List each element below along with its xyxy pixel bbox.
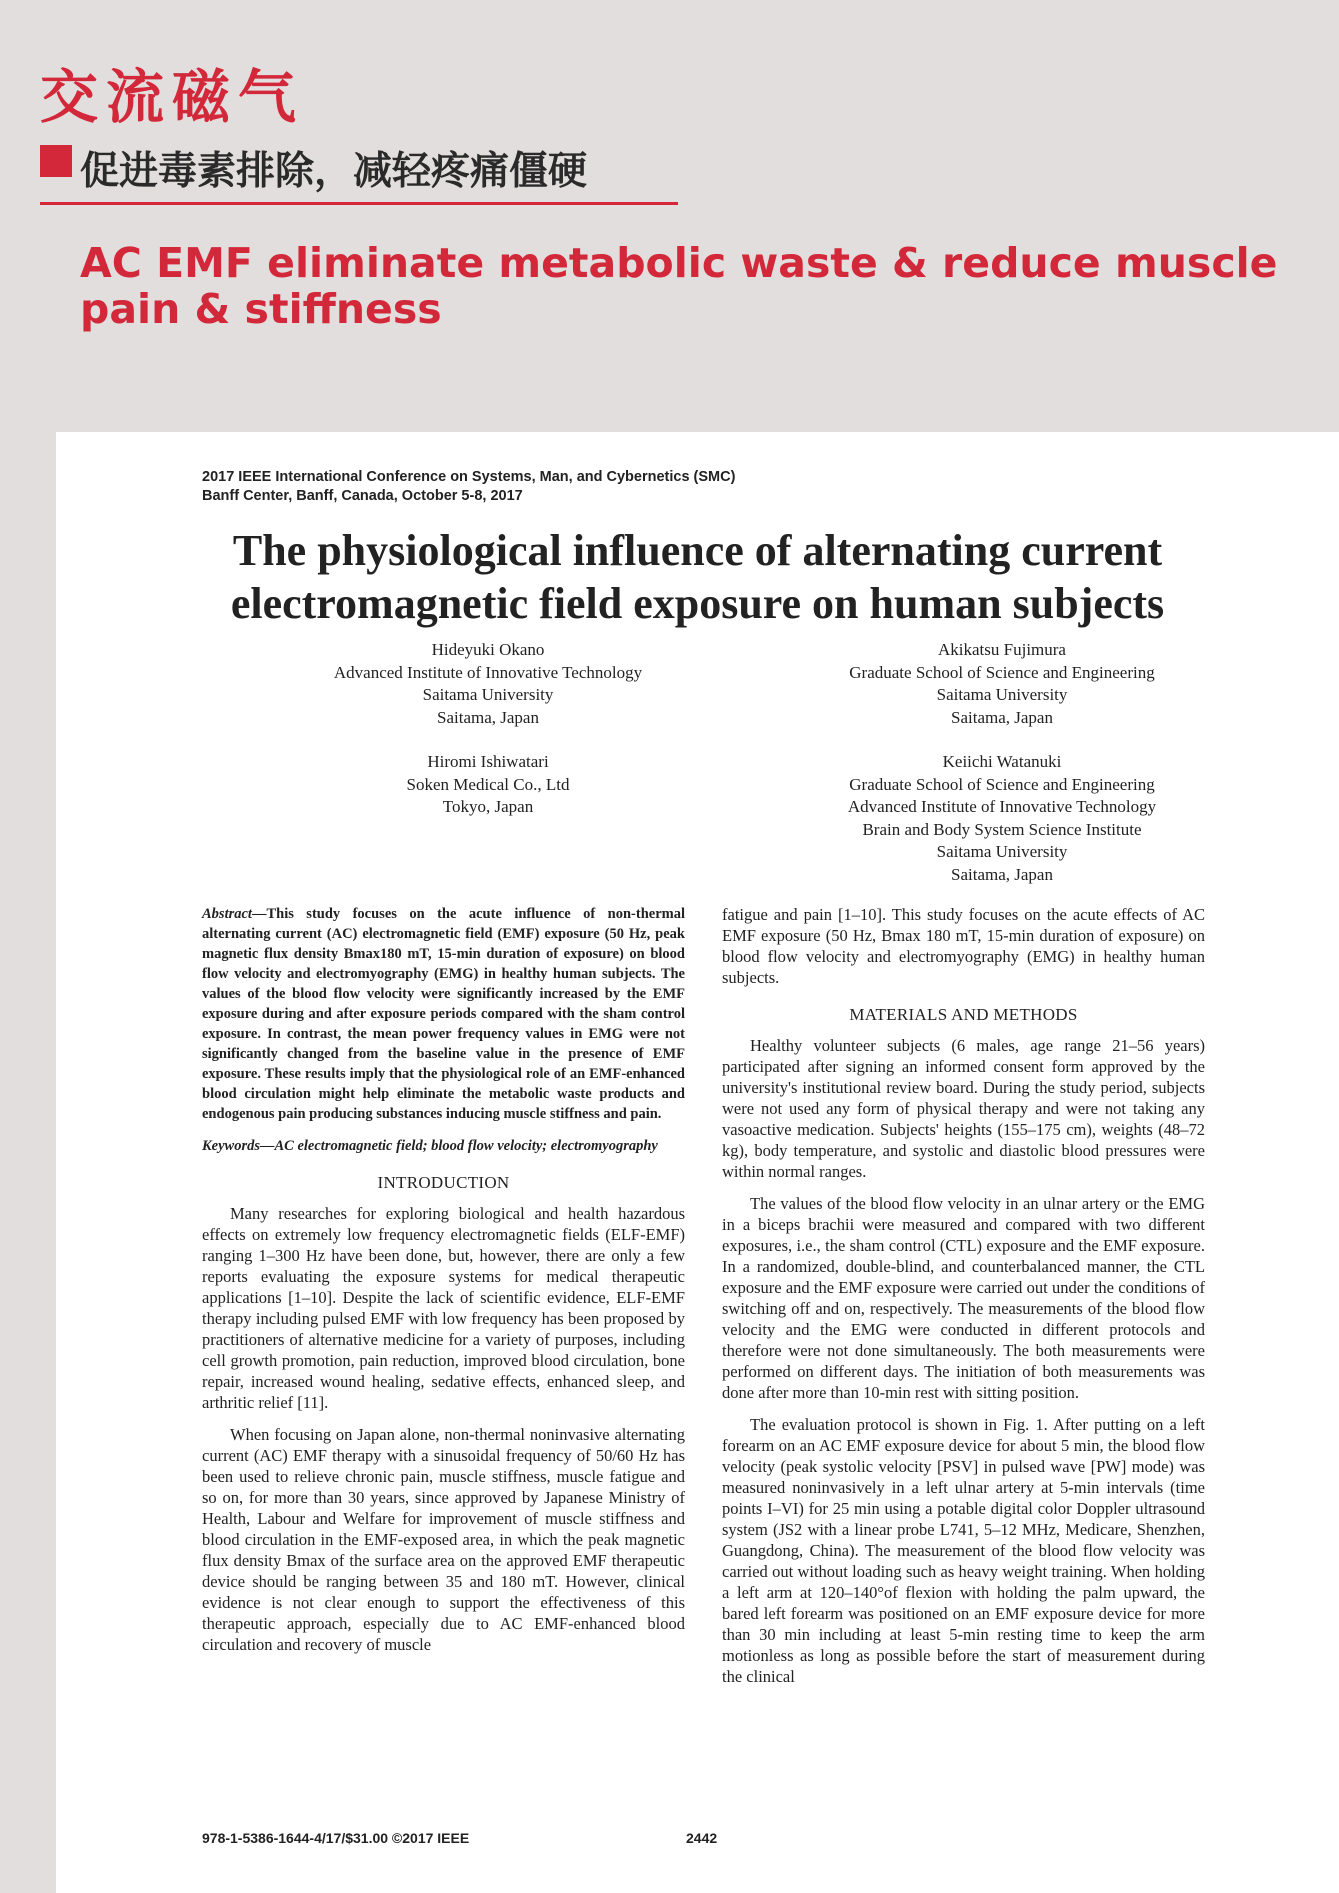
author-ishiwatari — [208, 751, 768, 819]
author-affiliation: Saitama University — [936, 842, 1068, 861]
author-affiliation: Graduate School of Science and Engineering — [849, 774, 1155, 794]
methods-paragraph-2: The values of the blood flow velocity in an ulnar artery or the EMG in a biceps brachii were measured and compared with two different exposures, i.e., the sham control (CTL) exposure and the EMF exposure. In a randomized, double-blind, and counterbalanced manner, the CTL exposure and the EMF exposure were carried out under the conditions of switching off and on, respectively. The measurements of the blood flow velocity and the EMG were conducted in different protocols and therefore were not done simultaneously. The both measurements were performed on different days. The initiation of both measurements was done after more than 10-min rest with sitting position. — [722, 1194, 1205, 1402]
intro-paragraph-2: When focusing on Japan alone, non-thermal noninvasive alternating current (AC) EMF therapy with a sinusoidal frequency of 50/60 Hz has been used to relieve chronic pain, muscle stiffness, muscle fatigue and so on, for more than 30 years, since approved by Japanese Ministry of Health, Labour and Welfare for improvement of muscle stiffness and blood circulation in the EMF-exposed area, in which the peak magnetic flux density Bmax of the surface area on the approved EMF therapeutic device should be ranging between 35 and 180 mT. However, clinical evidence is not clear enough to support the effectiveness of this therapeutic approach, especially due to AC EMF-enhanced blood circulation and recovery of muscle — [202, 1425, 685, 1654]
right-column — [722, 904, 1205, 1698]
abstract-lead: Abstract — [202, 906, 252, 922]
keywords: Keywords—AC electromagnetic field; blood flow velocity; electromyography — [202, 1138, 658, 1154]
conference-line-1: 2017 IEEE International Conference on Systems, Man, and Cybernetics (SMC) — [202, 469, 736, 485]
author-name: Akikatsu Fujimura — [938, 640, 1066, 659]
author-location: Saitama, Japan — [951, 864, 1053, 884]
author-fujimura — [722, 639, 1282, 729]
methods-paragraph-1: Healthy volunteer subjects (6 males, age range 21–56 years) participated after signing an informed consent form approved by the university's institutional review board. During the study period, subjects were not used any form of physical therapy and were not taking any vasoactive medication. Subjects' heights (155–175 cm), weights (48–72 kg), body temperature, and systolic and diastolic blood pressures were within normal ranges. — [722, 1036, 1205, 1181]
author-affiliation: Brain and Body System Science Institute — [862, 819, 1142, 839]
author-affiliation: Advanced Institute of Innovative Technology — [333, 662, 643, 682]
right-paragraph-0: fatigue and pain [1–10]. This study focuses on the acute effects of AC EMF exposure (50 Hz, Bmax 180 mT, 15-min duration of exposure) on blood flow velocity and electromyography (EMG) in healthy human subjects. — [722, 905, 1205, 987]
intro-paragraph-1: Many researches for exploring biological and health hazardous effects on extremely low frequency electromagnetic fields (ELF-EMF) ranging 1–300 Hz have been done, but, however, there are only a few reports evaluating the exposure systems for medical therapeutic applications [1–10]. Despite the lack of scientific evidence, ELF-EMF therapy including pulsed EMF with low frequency has been proposed by practitioners of alternative medicine for a variety of purposes, including cell growth promotion, pain reduction, improved blood circulation, bone repair, increased wound healing, sedative effects, enhanced sleep, and arthritic relief [11]. — [202, 1204, 685, 1412]
paper-title-line-2: electromagnetic field exposure on human subjects — [230, 579, 1165, 628]
author-name: Hideyuki Okano — [431, 640, 545, 659]
conference-line-2: Banff Center, Banff, Canada, October 5-8, 2017 — [202, 488, 523, 504]
paper-title-line-1: The physiological influence of alternating current — [232, 526, 1163, 575]
paper-title — [56, 524, 1339, 630]
author-name: Keiichi Watanuki — [942, 752, 1062, 771]
author-okano — [208, 639, 768, 729]
footer-isbn: 978-1-5386-1644-4/17/$31.00 ©2017 IEEE — [202, 1830, 470, 1846]
author-name: Hiromi Ishiwatari — [427, 752, 549, 771]
author-affiliation: Graduate School of Science and Engineering — [849, 662, 1155, 682]
left-column — [202, 904, 685, 1666]
author-location: Saitama, Japan — [437, 707, 539, 727]
conference-info — [202, 468, 735, 506]
red-square-icon — [40, 145, 72, 177]
abstract — [202, 904, 685, 1124]
banner-cn-subtitle: 促进毒素排除，减轻疼痛僵硬 — [80, 149, 588, 194]
author-location: Saitama, Japan — [951, 707, 1053, 727]
author-watanuki — [722, 751, 1282, 886]
banner-cn-title: 交流磁气 — [40, 63, 305, 131]
abstract-text: —This study focuses on the acute influence of non-thermal alternating current (AC) electromagnetic field (EMF) exposure (50 Hz, peak magnetic flux density Bmax180 mT, 15-min duration of exposure) on blood flow velocity and electromyography (EMG) in healthy human subjects. The values of the blood flow velocity were significantly increased by the EMF exposure during and after exposure periods compared with the sham control exposure. In contrast, the mean power frequency values in EMG were not significantly changed from the baseline value in the presence of EMF exposure. These results imply that the physiological role of an EMF-enhanced blood circulation might help eliminate the metabolic waste products and endogenous pain producing substances inducing muscle stiffness and pain. — [202, 906, 685, 1122]
author-affiliation: Saitama University — [936, 685, 1068, 704]
banner-en-title: AC EMF eliminate metabolic waste & reduce muscle pain & stiffness — [80, 239, 1278, 333]
banner-cn-subtitle-block — [40, 140, 678, 205]
paper-page — [56, 432, 1339, 1893]
intro-heading: INTRODUCTION — [377, 1173, 510, 1192]
author-affiliation: Advanced Institute of Innovative Technology — [847, 797, 1157, 816]
methods-paragraph-3: The evaluation protocol is shown in Fig. 1. After putting on a left forearm on an AC EMF exposure device for about 5 min, the blood flow velocity (peak systolic velocity [PSV] in pulsed wave [PW] mode) was measured noninvasively in a left ulnar artery at 5-min intervals (time points I–VI) for 25 min using a potable digital color Doppler ultrasound system (JS2 with a linear probe L741, 5–12 MHz, Medicare, Shenzhen, Guangdong, China). The measurement of the blood flow velocity was carried out without loading such as heavy weight training. When holding a left arm at 120–140°of flexion with holding the palm upward, the bared left forearm was positioned on an EMF exposure device for more than 30 min including at least 5-min resting time to keep the arm motionless as long as possible before the start of measurement during the clinical — [722, 1415, 1205, 1686]
author-location: Tokyo, Japan — [442, 797, 534, 816]
author-affiliation: Saitama University — [422, 685, 554, 704]
author-affiliation: Soken Medical Co., Ltd — [406, 774, 570, 794]
methods-heading: MATERIALS AND METHODS — [849, 1005, 1078, 1024]
footer-page-number: 2442 — [686, 1830, 718, 1846]
